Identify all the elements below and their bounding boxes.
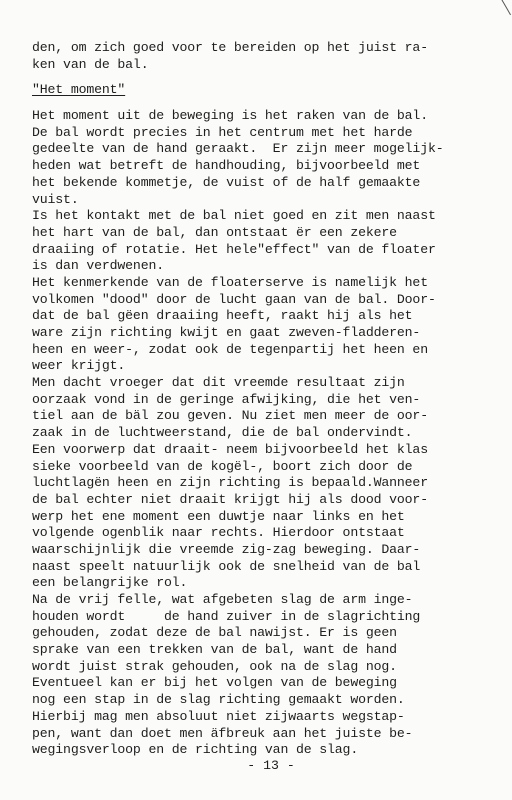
text-line: het bekende kommetje, de vuist of de half gemaakte xyxy=(32,174,421,190)
text-line: wordt juist strak gehouden, ook na de slag nog. xyxy=(32,658,397,674)
text-line: vuist. xyxy=(32,191,79,207)
text-line: pen, want dan doet men äfbreuk aan het juiste be- xyxy=(32,725,413,741)
text-line: wegingsverloop en de richting van de slag. xyxy=(32,742,359,758)
text-line: volkomen "dood" door de lucht gaan van de bal. Door- xyxy=(32,291,436,307)
text-line: gehouden, zodat deze de bal nawijst. Er is geen xyxy=(32,625,397,641)
section-heading: "Het moment" xyxy=(32,82,126,98)
corner-pen-mark xyxy=(486,0,511,22)
text-line: Men dacht vroeger dat dit vreemde resultaat zijn xyxy=(32,375,405,391)
text-line: het hart van de bal, dan ontstaat ër een zekere xyxy=(32,224,397,240)
intro-paragraph xyxy=(32,40,502,73)
text-line: Is het kontakt met de bal niet goed en zit men naast xyxy=(32,208,436,224)
body-text xyxy=(32,108,502,759)
text-line: ken van de bal. xyxy=(32,56,149,72)
text-line: luchtlagën heen en zijn richting is bepaald.Wanneer xyxy=(32,475,428,491)
text-line: een belangrijke rol. xyxy=(32,575,188,591)
text-line: heen en weer-, zodat ook de tegenpartij het heen en xyxy=(32,341,428,357)
text-line: sieke voorbeeld van de kogël-, boort zich door de xyxy=(32,458,413,474)
document-text xyxy=(32,40,502,759)
text-line: Het kenmerkende van de floaterserve is namelijk het xyxy=(32,274,428,290)
text-line: draaiing of rotatie. Het hele"effect" van de floater xyxy=(32,241,436,257)
text-line: naast speelt natuurlijk ook de snelheid van de bal xyxy=(32,558,421,574)
text-line: waarschijnlijk die vreemde zig-zag beweging. Daar- xyxy=(32,541,421,557)
text-line: heden wat betreft de handhouding, bijvoorbeeld met xyxy=(32,158,421,174)
text-line: De bal wordt precies in het centrum met het harde xyxy=(32,124,413,140)
text-line: oorzaak vond in de geringe afwijking, die het ven- xyxy=(32,391,421,407)
text-line: gedeelte van de hand geraakt. Er zijn meer mogelijk- xyxy=(32,141,444,157)
text-line: Een voorwerp dat draait- neem bijvoorbeeld het klas xyxy=(32,441,428,457)
text-line: sprake van een trekken van de bal, want de hand xyxy=(32,642,397,658)
text-line: Eventueel kan er bij het volgen van de beweging xyxy=(32,675,397,691)
text-line: tiel aan de bäl zou geven. Nu ziet men meer de oor- xyxy=(32,408,428,424)
text-line: Hierbij mag men absoluut niet zijwaarts wegstap- xyxy=(32,708,405,724)
text-line: de bal echter niet draait krijgt hij als dood voor- xyxy=(32,491,428,507)
text-line: ware zijn richting kwijt en gaat zweven-fladderen- xyxy=(32,325,421,340)
text-line: volgende ogenblik naar rechts. Hierdoor ontstaat xyxy=(32,525,405,541)
text-line: Na de vrij felle, wat afgebeten slag de arm inge- xyxy=(32,592,413,607)
text-line: houden wordt de hand zuiver in de slagrichting xyxy=(32,608,421,624)
text-line: den, om zich goed voor te bereiden op het juist ra- xyxy=(32,40,428,55)
text-line: Het moment uit de beweging is het raken van de bal. xyxy=(32,108,428,124)
text-line: werp het ene moment een duwtje naar links en het xyxy=(32,508,405,524)
text-line: is dan verdwenen. xyxy=(32,258,164,274)
page-number: - 13 - xyxy=(247,758,295,773)
text-line: zaak in de luchtweerstand, die de bal ondervindt. xyxy=(32,425,413,441)
text-line: nog een stap in de slag richting gemaakt worden. xyxy=(32,692,405,708)
text-line: weer krijgt. xyxy=(32,358,126,374)
text-line: dat de bal gëen draaiing heeft, raakt hij als het xyxy=(32,308,413,324)
